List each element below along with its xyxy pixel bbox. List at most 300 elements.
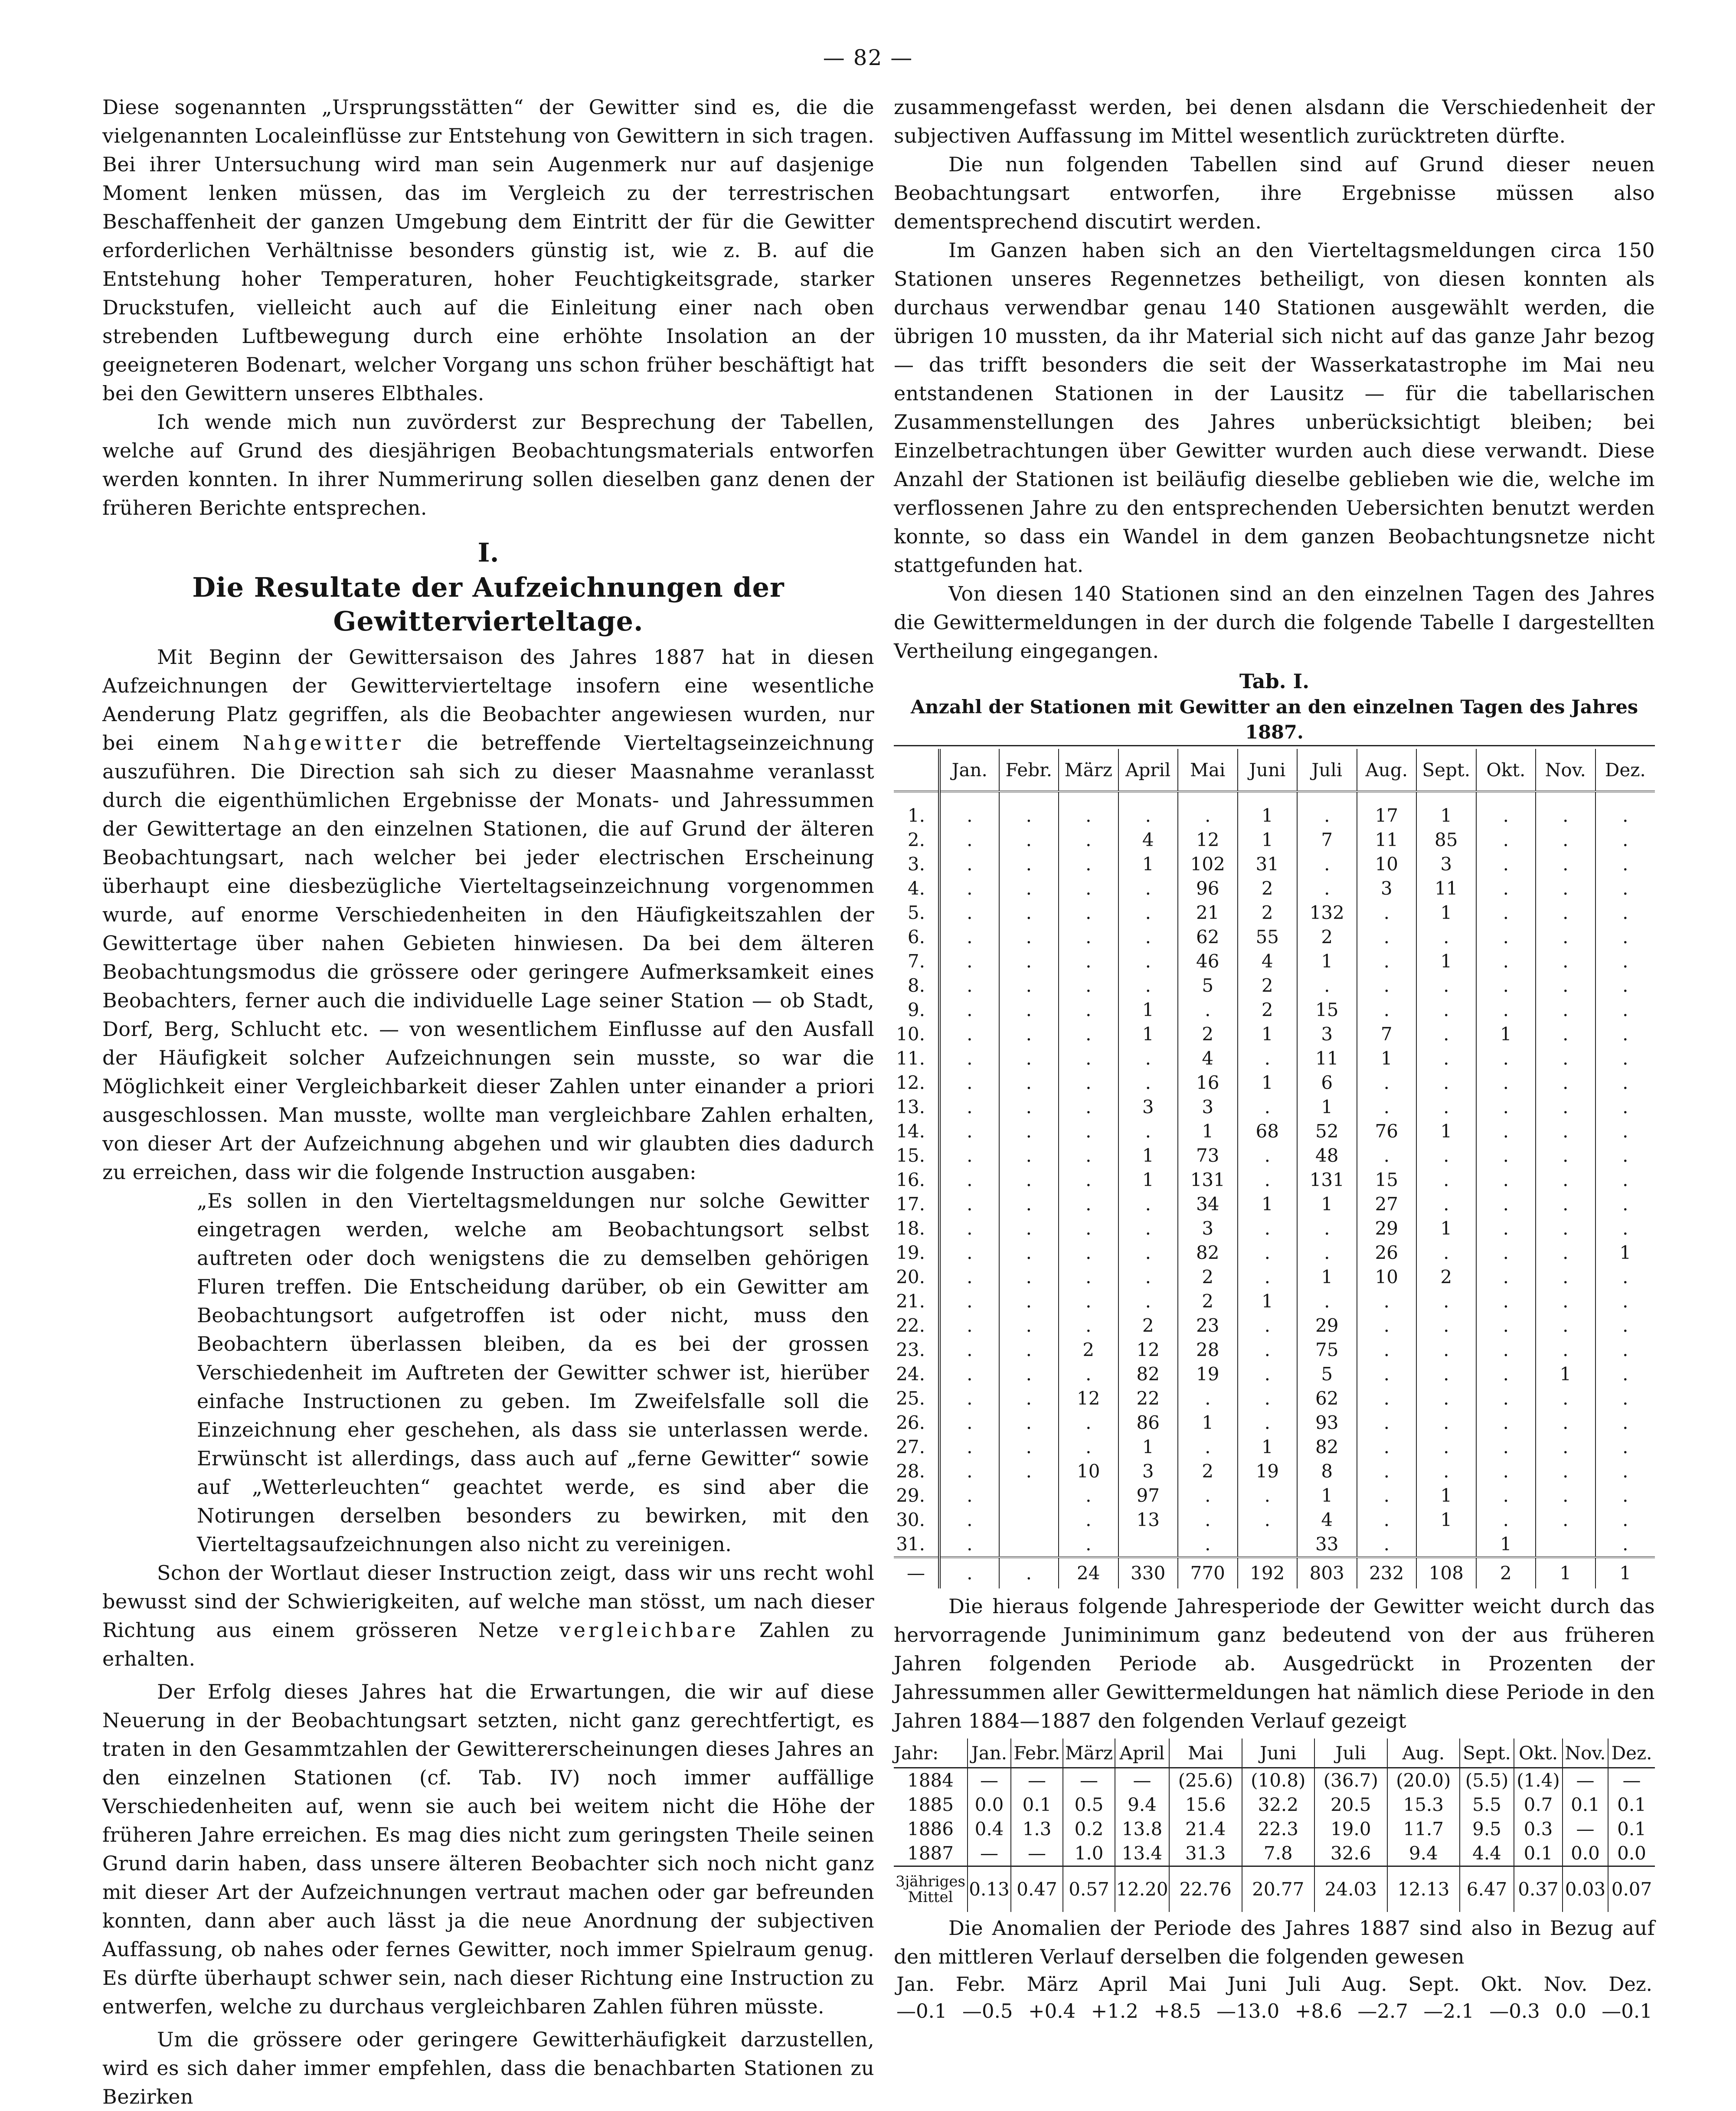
table1-row [894, 1338, 1655, 1362]
table1-cell: . [1416, 1022, 1476, 1046]
table1-day-label: 11. [896, 1048, 925, 1069]
table1-day-label: 15. [896, 1145, 925, 1166]
table1-cell: . [1357, 1362, 1417, 1386]
table1-cell: . [1059, 1265, 1118, 1289]
table1-total-cell: 1 [1595, 1557, 1655, 1588]
table2-mean-cell: 22.76 [1169, 1866, 1242, 1912]
table1-cell: 48 [1297, 1144, 1357, 1168]
table2-body [894, 1768, 1655, 1866]
table1-cell: . [1238, 1144, 1298, 1168]
table1-cell: . [1357, 901, 1417, 925]
table1-cell: . [1476, 1046, 1536, 1071]
table1-cell: . [1416, 1168, 1476, 1192]
table2-mean-cell: 6.47 [1460, 1866, 1514, 1912]
table2-mean-cell: 0.03 [1563, 1866, 1608, 1912]
table1-day-label: 24. [896, 1363, 925, 1385]
table1-cell: . [1059, 1119, 1118, 1144]
table1-cell: . [1536, 1144, 1595, 1168]
table1-cell: . [999, 1046, 1059, 1071]
table1-row [894, 925, 1655, 949]
table1-row [894, 949, 1655, 974]
anomaly-month-label: Dez. [1608, 1973, 1652, 1996]
table1-cell [1536, 1532, 1595, 1557]
table1-day-label: 27. [896, 1436, 925, 1457]
table1-month-header: Dez. [1595, 749, 1655, 791]
table1-cell: 2 [1238, 974, 1298, 998]
table1-cell: 96 [1178, 876, 1238, 901]
table1-cell: . [1536, 1338, 1595, 1362]
table1-cell: . [1476, 852, 1536, 876]
table1-cell: 2 [1238, 901, 1298, 925]
table1-day-label: 26. [896, 1412, 925, 1433]
table1-day-label: 4. [907, 878, 925, 899]
spaced-word-vergleichbare: vergleichbare [559, 1618, 739, 1642]
table1-cell: . [1416, 1289, 1476, 1314]
table1-day-label: 3. [907, 853, 925, 875]
table1-cell: 2 [1178, 1459, 1238, 1484]
table1-cell: . [1178, 998, 1238, 1022]
table1-cell: . [939, 1144, 999, 1168]
table1-cell: . [1059, 1484, 1118, 1508]
table1-cell: . [1118, 1241, 1178, 1265]
table2-month-header: Aug. [1387, 1738, 1460, 1768]
table1-cell: 10 [1357, 852, 1417, 876]
table2-mean-cell: 0.37 [1514, 1866, 1563, 1912]
table1-cell: . [939, 1314, 999, 1338]
table1-gewitter-tage [894, 749, 1655, 1588]
table1-cell: 8 [1297, 1459, 1357, 1484]
table1-cell: . [1416, 1144, 1476, 1168]
table1-cell: 3 [1416, 852, 1476, 876]
table1-cell: . [939, 1192, 999, 1216]
table1-cell: . [1059, 949, 1118, 974]
table1-cell: . [1476, 998, 1536, 1022]
anomaly-value: +8.6 [1295, 2000, 1342, 2023]
table1-cell: . [1297, 876, 1357, 901]
table1-cell: . [1595, 1144, 1655, 1168]
table1-cell: . [1595, 1119, 1655, 1144]
table2-cell: 0.4 [968, 1817, 1011, 1841]
table1-day-label: 7. [907, 951, 925, 972]
table2-year-label: 1885 [907, 1794, 954, 1815]
table2-mean-cell: 20.77 [1242, 1866, 1315, 1912]
table1-cell: 1 [1238, 1289, 1298, 1314]
anomaly-month-label: Mai [1168, 1973, 1206, 1996]
table1-spacer-row [894, 791, 1655, 804]
table1-cell: . [1595, 1435, 1655, 1459]
table1-cell: 73 [1178, 1144, 1238, 1168]
table1-cell: . [1059, 1411, 1118, 1435]
table1-cell: 28 [1178, 1338, 1238, 1362]
table1-cell: 16 [1178, 1071, 1238, 1095]
table1-day-label: 28. [896, 1461, 925, 1482]
table1-cell: 15 [1357, 1168, 1417, 1192]
table1-cell: 1 [1416, 1216, 1476, 1241]
table1-cell: . [1059, 1241, 1118, 1265]
table2-cell: 0.1 [1514, 1841, 1563, 1866]
table1-cell: . [1536, 804, 1595, 828]
table1-cell: 55 [1238, 925, 1298, 949]
anomaly-month-label: Jan. [896, 1973, 935, 1996]
table2-cell: — [968, 1841, 1011, 1866]
table1-cell: 5 [1297, 1362, 1357, 1386]
table1-cell: 75 [1297, 1338, 1357, 1362]
table1-cell: . [1476, 1411, 1536, 1435]
table1-cell: . [1297, 1289, 1357, 1314]
table1-cell: . [999, 925, 1059, 949]
spaced-word-nahgewitter: Nahgewitter [242, 731, 404, 755]
anomaly-value: —2.7 [1357, 2000, 1408, 2023]
table1-cell: . [1238, 1362, 1298, 1386]
table1-cell: . [1595, 1265, 1655, 1289]
table1-row [894, 901, 1655, 925]
anomaly-value: —0.1 [1602, 2000, 1652, 2023]
table1-cell: . [999, 876, 1059, 901]
table1-cell: 31 [1238, 852, 1298, 876]
table1-row [894, 1314, 1655, 1338]
table1-cell: . [999, 1144, 1059, 1168]
table2-mean-cell: 24.03 [1314, 1866, 1387, 1912]
anomaly-value: +1.2 [1091, 2000, 1138, 2023]
table1-cell: 13 [1118, 1508, 1178, 1532]
table1-cell: . [999, 1338, 1059, 1362]
table1-cell: . [1059, 1216, 1118, 1241]
left-column [102, 93, 874, 2111]
anomaly-value: 0.0 [1555, 2000, 1586, 2023]
table1-cell: . [1357, 1338, 1417, 1362]
table1-cell: . [1536, 828, 1595, 852]
table1-cell: . [1595, 828, 1655, 852]
table2-year-label: 1887 [907, 1843, 954, 1864]
table1-cell: . [1476, 1241, 1536, 1265]
anomaly-value: —2.1 [1423, 2000, 1474, 2023]
table1-row [894, 1289, 1655, 1314]
table1-day-label: 8. [907, 975, 925, 996]
table1-cell: . [1476, 974, 1536, 998]
table1-cell: 33 [1297, 1532, 1357, 1557]
table1-cell: . [1118, 1192, 1178, 1216]
paragraph-tabellen-intro: Ich wende mich nun zuvörderst zur Besprechung der Tabellen, welche auf Grund des diesjährigen Beobachtungsmaterials entworfen werden konnten. In ihrer Nummerirung sollen dieselben ganz denen der früheren Berichte entsprechen. [102, 410, 874, 520]
table1-cell: . [1476, 1265, 1536, 1289]
table1-month-header: Nov. [1536, 749, 1595, 791]
table1-cell: . [939, 1362, 999, 1386]
table1-day-label: 21. [896, 1291, 925, 1312]
table1-cell: . [1238, 1265, 1298, 1289]
table1-cell: . [1118, 925, 1178, 949]
paragraph-zusammengefasst: zusammengefasst werden, bei denen alsdann die Verschiedenheit der subjectiven Auffassung im Mittel wesentlich zurücktreten dürfte. [894, 95, 1655, 147]
table1-cell: 46 [1178, 949, 1238, 974]
table1-cell: . [1476, 1289, 1536, 1314]
table1-cell: . [1238, 1386, 1298, 1411]
table1-cell: . [1476, 1314, 1536, 1338]
page-number: — 82 — [823, 45, 913, 70]
table1-cell: . [1416, 1314, 1476, 1338]
table1-cell: . [1416, 1338, 1476, 1362]
table1-cell: 12 [1178, 828, 1238, 852]
table1-cell: . [1536, 1459, 1595, 1484]
table1-day-label: 31. [896, 1533, 925, 1555]
table2-row [894, 1793, 1655, 1817]
table2-cell: 5.5 [1460, 1793, 1514, 1817]
table1-cell: . [1178, 1532, 1238, 1557]
table1-title: Tab. I. [1239, 670, 1310, 693]
table1-cell: . [1476, 1119, 1536, 1144]
table1-cell: . [939, 998, 999, 1022]
table1-cell: . [999, 1386, 1059, 1411]
table1-cell: . [1536, 1071, 1595, 1095]
table1-row [894, 1119, 1655, 1144]
table1-cell: 3 [1178, 1095, 1238, 1119]
table1-cell: 23 [1178, 1314, 1238, 1338]
table1-cell: . [1476, 901, 1536, 925]
table1-row [894, 1532, 1655, 1557]
table1-cell: . [1536, 1386, 1595, 1411]
table1-month-header: April [1118, 749, 1178, 791]
table2-cell: 4.4 [1460, 1841, 1514, 1866]
table2-year-label: 1886 [907, 1818, 954, 1840]
table1-cell: . [1297, 852, 1357, 876]
table1-cell: . [1059, 1289, 1118, 1314]
table2-cell: 0.0 [1608, 1841, 1655, 1866]
table1-cell: . [1476, 1362, 1536, 1386]
table2-cell: 0.1 [1608, 1817, 1655, 1841]
table1-cell: . [1118, 1265, 1178, 1289]
table1-cell: . [1059, 1144, 1118, 1168]
table1-cell: . [1238, 1484, 1298, 1508]
table2-mean-label [894, 1866, 968, 1912]
table1-cell: . [999, 1168, 1059, 1192]
table1-cell: . [1238, 1411, 1298, 1435]
table1-cell: . [1238, 1314, 1298, 1338]
table2-cell: — [1063, 1768, 1115, 1793]
table1-cell: . [1595, 1338, 1655, 1362]
paragraph-gewittersaison-part1: Mit Beginn der Gewittersaison des Jahres 1887 hat in diesen Aufzeichnungen der Gewittervierteltage insofern eine wesentliche Aenderung Platz gegriffen, als die Beobachter angewiesen wurden, nur bei einem [102, 645, 874, 755]
table1-cell: . [999, 974, 1059, 998]
table1-cell: . [1059, 1362, 1118, 1386]
table1-cell: 19 [1238, 1459, 1298, 1484]
table1-cell: 12 [1059, 1386, 1118, 1411]
table1-cell: 1 [1536, 1362, 1595, 1386]
table1-row [894, 1168, 1655, 1192]
paragraph-bezirke: Um die grössere oder geringere Gewitterhäufigkeit darzustellen, wird es sich daher immer empfehlen, dass die benachbarten Stationen zu Bezirken [102, 2028, 874, 2108]
table1-row [894, 828, 1655, 852]
table2-cell: 11.7 [1387, 1817, 1460, 1841]
table1-cell: . [1059, 1192, 1118, 1216]
table2-cell: 0.3 [1514, 1817, 1563, 1841]
table1-cell: . [1536, 1435, 1595, 1459]
table1-cell: 3 [1118, 1459, 1178, 1484]
table1-cell: 21 [1178, 901, 1238, 925]
table1-cell: 1 [1297, 1192, 1357, 1216]
table1-cell: 11 [1416, 876, 1476, 901]
table1-cell: . [1118, 1119, 1178, 1144]
table1-cell: . [939, 1216, 999, 1241]
table2-cell: 31.3 [1169, 1841, 1242, 1866]
table1-cell: . [1118, 901, 1178, 925]
table1-cell: . [939, 925, 999, 949]
table2-cell: 1.0 [1063, 1841, 1115, 1866]
table2-cell: (10.8) [1242, 1768, 1315, 1793]
table1-cell: 1 [1238, 1192, 1298, 1216]
table1-cell: . [1357, 974, 1417, 998]
table1-cell: 85 [1416, 828, 1476, 852]
table1-cell: . [1476, 1459, 1536, 1484]
table1-cell: . [939, 1386, 999, 1411]
table1-cell: . [999, 1411, 1059, 1435]
table1-cell: . [939, 1022, 999, 1046]
table1-cell: . [1416, 1095, 1476, 1119]
table1-row [894, 1144, 1655, 1168]
table1-cell: 2 [1297, 925, 1357, 949]
table1-cell: . [1536, 901, 1595, 925]
table1-cell: 2 [1059, 1338, 1118, 1362]
table1-day-label: 20. [896, 1266, 925, 1288]
anomaly-value: +8.5 [1154, 2000, 1201, 2023]
table1-cell: . [1118, 876, 1178, 901]
table1-cell: . [1595, 876, 1655, 901]
table1-cell: . [1416, 1459, 1476, 1484]
table1-cell [1118, 1532, 1178, 1557]
table2-cell: 9.5 [1460, 1817, 1514, 1841]
table1-cell: . [939, 804, 999, 828]
table2-cell: 1.3 [1011, 1817, 1063, 1841]
table1-caption: Anzahl der Stationen mit Gewitter an den einzelnen Tagen des Jahres 1887. [894, 695, 1655, 746]
table1-cell: 52 [1297, 1119, 1357, 1144]
table1-month-header: März [1059, 749, 1118, 791]
table1-cell: . [939, 1532, 999, 1557]
table1-month-header: Okt. [1476, 749, 1536, 791]
table1-row [894, 852, 1655, 876]
table1-totals-row [894, 1557, 1655, 1588]
table1-cell: . [1059, 828, 1118, 852]
table1-cell: 82 [1297, 1435, 1357, 1459]
table2-header-row [894, 1738, 1655, 1768]
table2-mean-row [894, 1866, 1655, 1912]
table1-cell: 1 [1476, 1532, 1536, 1557]
anomaly-value: +0.4 [1028, 2000, 1076, 2023]
table1-cell: . [1059, 1314, 1118, 1338]
anomaly-value: —13.0 [1216, 2000, 1280, 2023]
table1-cell: . [939, 901, 999, 925]
table1-total-cell: 192 [1238, 1557, 1298, 1588]
table2-month-header: Febr. [1011, 1738, 1063, 1768]
table1-total-cell: 2 [1476, 1557, 1536, 1588]
table1-cell: 82 [1178, 1241, 1238, 1265]
section-title: Die Resultate der Aufzeichnungen der Gewittervierteltage. [192, 572, 785, 637]
anomaly-month-label: Aug. [1341, 1973, 1387, 1996]
table1-cell: . [1178, 1386, 1238, 1411]
table1-cell: 26 [1357, 1241, 1417, 1265]
table1-total-cell: 803 [1297, 1557, 1357, 1588]
table1-total-cell: 24 [1059, 1557, 1118, 1588]
table1-total-cell: . [939, 1557, 999, 1588]
table2-cell: — [1608, 1768, 1655, 1793]
table1-cell: 2 [1118, 1314, 1178, 1338]
table1-cell: . [1536, 852, 1595, 876]
table1-cell: . [1357, 1508, 1417, 1532]
table1-cell: . [1059, 1435, 1118, 1459]
table1-day-label: 22. [896, 1315, 925, 1336]
table1-cell: 1 [1297, 949, 1357, 974]
table1-cell: 1 [1118, 1168, 1178, 1192]
table1-day-label: 14. [896, 1121, 925, 1142]
table1-cell: 4 [1118, 828, 1178, 852]
table2-month-header: Sept. [1460, 1738, 1514, 1768]
table1-cell: . [1595, 925, 1655, 949]
table1-cell: . [1238, 1095, 1298, 1119]
table1-row [894, 1484, 1655, 1508]
table1-cell: . [1595, 1386, 1655, 1411]
table1-cell: . [999, 804, 1059, 828]
table1-cell: . [1357, 1289, 1417, 1314]
table2-cell: — [1011, 1841, 1063, 1866]
table1-cell: . [999, 901, 1059, 925]
table1-cell: . [999, 1314, 1059, 1338]
table1-cell: . [1059, 1071, 1118, 1095]
table2-mean-cell: 0.57 [1063, 1866, 1115, 1912]
table1-row [894, 998, 1655, 1022]
table1-cell: 1 [1416, 804, 1476, 828]
table1-cell: . [1178, 1484, 1238, 1508]
table1-cell: . [1595, 1022, 1655, 1046]
table1-cell: . [1416, 1071, 1476, 1095]
table1-cell: 4 [1238, 949, 1298, 974]
table1-cell: 2 [1238, 876, 1298, 901]
table1-cell: . [1178, 1435, 1238, 1459]
table1-cell: 131 [1297, 1168, 1357, 1192]
table1-cell: . [1416, 1435, 1476, 1459]
table1-row [894, 1386, 1655, 1411]
table1-cell: 10 [1059, 1459, 1118, 1484]
table2-prozente [894, 1738, 1655, 1912]
table2-mean-label-line1: 3jähriges [896, 1873, 965, 1890]
table1-total-cell: 770 [1178, 1557, 1238, 1588]
table1-cell: . [1059, 852, 1118, 876]
table1-cell: . [939, 1508, 999, 1532]
anomaly-month-label: Nov. [1543, 1973, 1588, 1996]
table1-month-header: Mai [1178, 749, 1238, 791]
table1-cell: . [999, 1095, 1059, 1119]
table2-mean-cell: 0.07 [1608, 1866, 1655, 1912]
table1-cell: . [1416, 974, 1476, 998]
table1-cell: 29 [1297, 1314, 1357, 1338]
table1-cell: . [1238, 1338, 1298, 1362]
table2-cell: — [1011, 1768, 1063, 1793]
table1-totals-label: — [894, 1557, 939, 1588]
table1-cell: 2 [1238, 998, 1298, 1022]
table1-cell: 86 [1118, 1411, 1178, 1435]
table2-month-header: Mai [1169, 1738, 1242, 1768]
table1-cell: . [1476, 925, 1536, 949]
table1-cell: . [939, 1119, 999, 1144]
section-number: I. [477, 538, 499, 568]
table1-cell: . [999, 1362, 1059, 1386]
table1-total-cell: 232 [1357, 1557, 1417, 1588]
paragraph-stationen: Im Ganzen haben sich an den Vierteltagsmeldungen circa 150 Stationen unseres Regennetzes betheiligt, von diesen konnten als durchaus verwendbar genau 140 Stationen ausgewählt werden, die übrigen 10 mussten, da ihr Material sich nicht auf das ganze Jahr bezog — das trifft besonders die seit der Wasserkatastrophe im Mai neu entstandenen Stationen in der Lausitz — für die tabellarischen Zusammenstellungen des Jahres unberücksichtigt bleiben; bei Einzelbetrachtungen über Gewitter wurden auch diese verwandt. Diese Anzahl der Stationen ist beiläufig dieselbe geblieben wie die, welche im verflossenen Jahre zu den entsprechenden Uebersichten benutzt werden konnte, so dass ein Wandel in dem ganzen Beobachtungsnetze nicht stattgefunden hat. [894, 239, 1655, 577]
table1-row [894, 1071, 1655, 1095]
table2-cell: 0.1 [1011, 1793, 1063, 1817]
table2-mean-cell: 0.47 [1011, 1866, 1063, 1912]
anomaly-month-label: Juli [1288, 1973, 1321, 1996]
table1-cell: . [1536, 949, 1595, 974]
table1-cell: . [1059, 876, 1118, 901]
table1-cell: 1 [1297, 1095, 1357, 1119]
paragraph-ursprungsstaetten: Diese sogenannten „Ursprungsstätten“ der Gewitter sind es, die die vielgenannten Localeinflüsse zur Entstehung von Gewittern in sich tragen. Bei ihrer Untersuchung wird man sein Augenmerk nur auf dasjenige Moment lenken müssen, das im Vergleich zu der terrestrischen Beschaffenheit der ganzen Umgebung dem Eintritt der für die Gewitter erforderlichen Verhältnisse besonders günstig ist, wie z. B. auf die Entstehung hoher Temperaturen, hoher Feuchtigkeitsgrade, starker Druckstufen, vielleicht auch auf die Einleitung einer nach oben strebenden Luftbewegung durch eine erhöhte Insolation an der geeigneteren Bodenart, welcher Vorgang uns schon früher beschäftigt hat bei den Gewittern unseres Elbthales. [102, 95, 874, 405]
table1-cell: . [1536, 1046, 1595, 1071]
table1-cell: . [999, 852, 1059, 876]
table1-cell: . [1059, 1095, 1118, 1119]
table1-cell: . [1357, 1071, 1417, 1095]
